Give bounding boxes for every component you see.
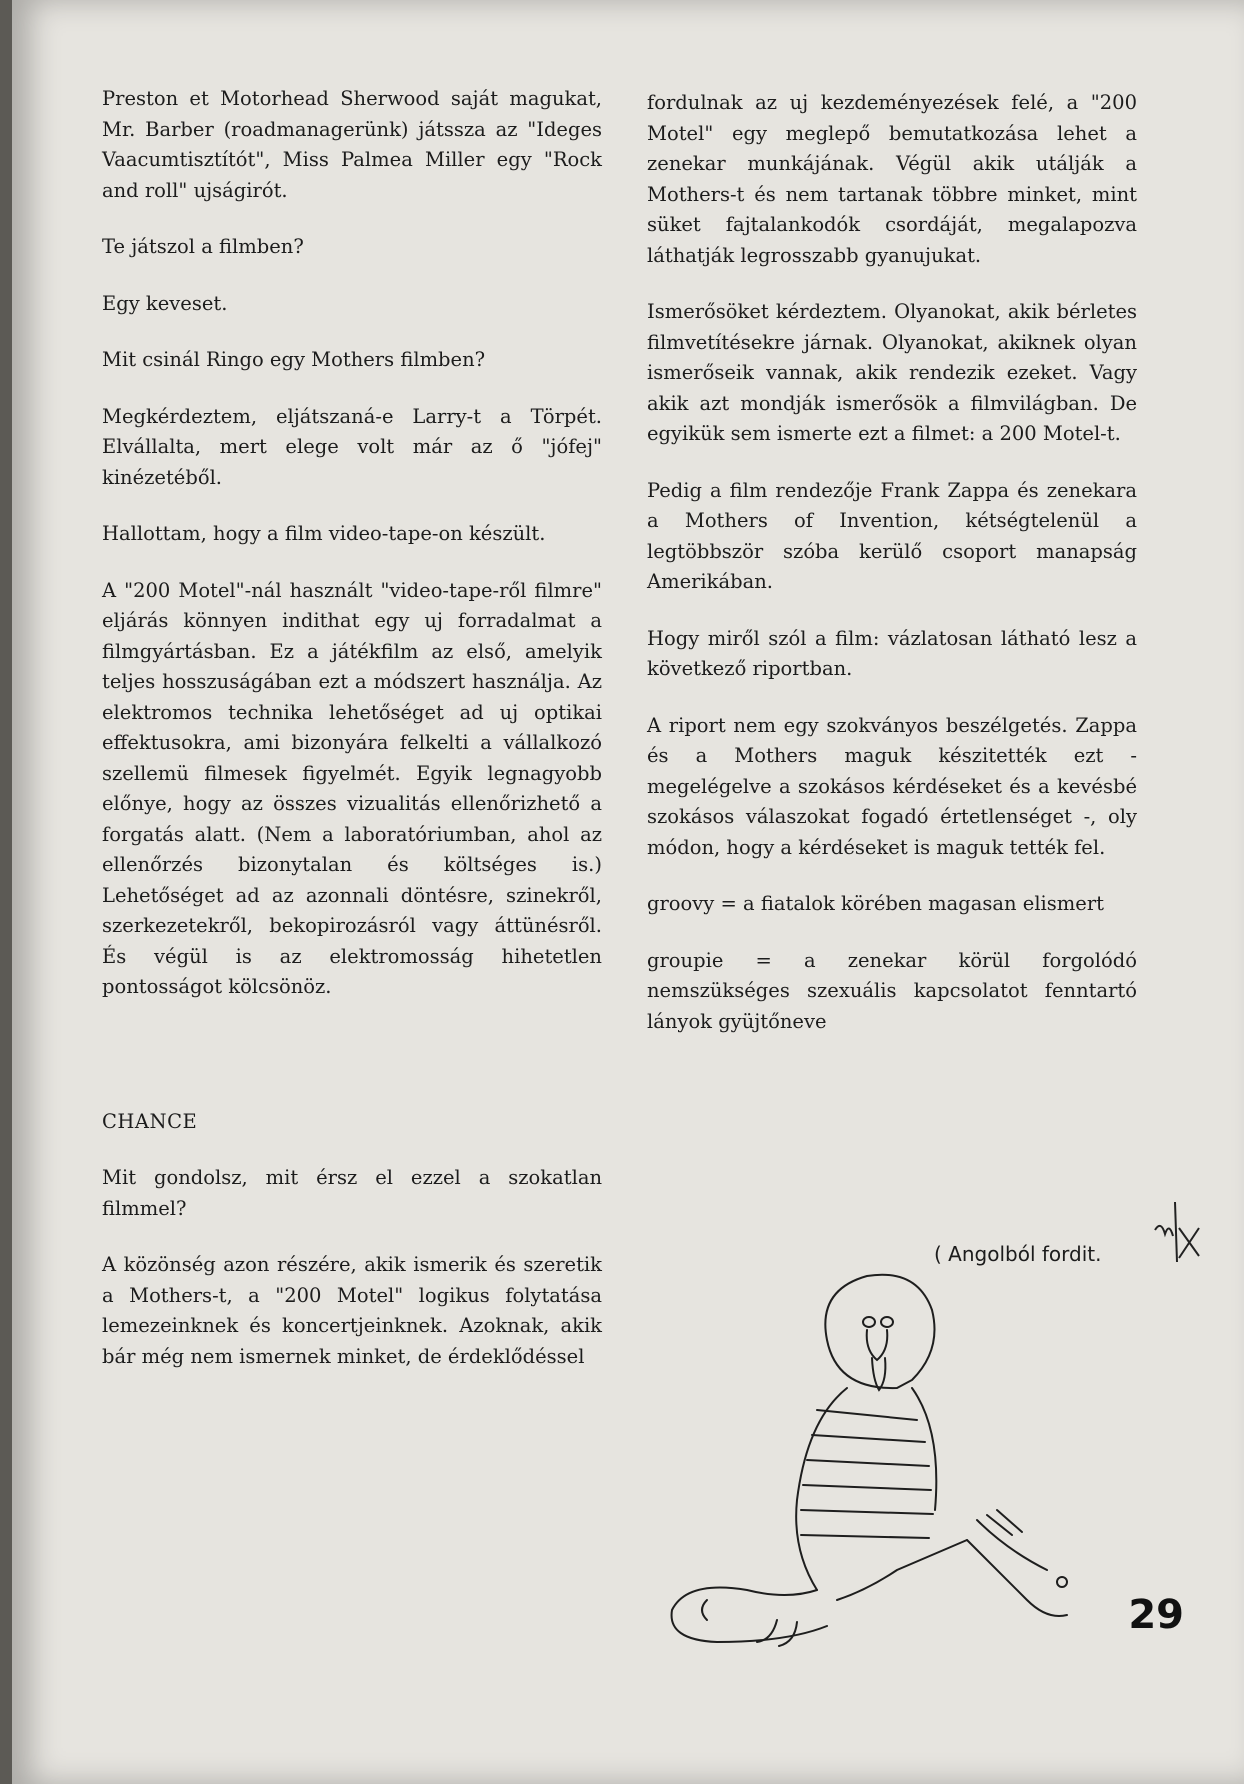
left-column — [102, 84, 602, 1398]
paragraph: Hogy miről szól a film: vázlatosan látható lesz a következő riportban. — [647, 626, 1137, 680]
illustration-seated-musician — [667, 1270, 1107, 1670]
section-heading: CHANCE — [102, 1109, 198, 1133]
paragraph: A riport nem egy szokványos beszélgetés. Zappa és a Mothers maguk készitették ezt - megelégelve a szokásos kérdéseket és a kevésbé szokásos válaszokat fogadó értetlenséget -, oly módon, hogy a kérdéseket is maguk tették fel. — [647, 713, 1137, 859]
right-column — [647, 88, 1137, 1063]
paragraph: A közönség azon részére, akik ismerik és szeretik a Mothers-t, a "200 Motel" logikus folytatása lemezeinknek és koncertjeinknek. Azoknak, akik bár még nem ismernek minket, de érdeklődéssel — [102, 1253, 602, 1368]
paragraph: A "200 Motel"-nál használt "video-tape-ről filmre" eljárás könnyen indithat egy uj forradalmat a filmgyártásban. Ez a játékfilm az első, amelyik teljes hosszuságában ezt a módszert használja. Az elektromos technika lehetőséget ad uj optikai effektusokra, ami bizonyára felkelti a vállalkozó szellemü filmesek figyelmét. Egyik legnagyobb előnye, hogy az összes vizualitás ellenőrizhető a forgatás alatt. (Nem a laboratóriumban, ahol az ellenőrzés bizonytalan és költséges is.) Lehetőséget ad az azonnali döntésre, szinekről, szerkezetekről, bekopirozásról vagy áttünésről. És végül is az elektromosság hihetetlen pontosságot kölcsönöz. — [102, 578, 602, 998]
glossary-entry: groupie = a zenekar körül forgolódó nemszükséges szexuális kapcsolatot fenntartó lányok gyüjtőneve — [647, 948, 1137, 1033]
paragraph: Ismerősöket kérdeztem. Olyanokat, akik bérletes filmvetítésekre járnak. Olyanokat, akiknek olyan ismerőseik vannak, akik rendezik ezeket. Vagy akik azt mondják ismerősök a filmvilágban. De egyikük sem ismerte ezt a filmet: a 200 Motel-t. — [647, 300, 1137, 445]
signature-mark — [1147, 1200, 1207, 1270]
glossary-entry: groovy = a fiatalok körében magasan elismert — [647, 892, 1104, 915]
paragraph: Mit csinál Ringo egy Mothers filmben? — [102, 348, 486, 371]
paragraph: Preston et Motorhead Sherwood saját magukat, Mr. Barber (roadmanagerünk) játssza az "Ideges Vaacumtisztítót", Miss Palmea Miller egy "Rock and roll" ujságirót. — [102, 87, 602, 202]
paragraph: Mit gondolsz, mit érsz el ezzel a szokatlan filmmel? — [102, 1166, 602, 1220]
translator-credit: ( Angolból fordit. — [934, 1242, 1102, 1266]
magazine-page — [12, 0, 1244, 1784]
paragraph: Hallottam, hogy a film video-tape-on készült. — [102, 522, 546, 545]
page-number: 29 — [1128, 1592, 1184, 1638]
section-gap — [102, 1029, 602, 1107]
paragraph: Te játszol a filmben? — [102, 235, 304, 258]
paragraph: fordulnak az uj kezdeményezések felé, a "200 Motel" egy meglepő bemutatkozása lehet a zenekar munkájának. Végül akik utálják a Mothers-t és nem tartanak többre minket, mint süket fajtalankodók csordáját, megalapozva láthatják legrosszabb gyanujukat. — [647, 91, 1137, 267]
paragraph: Pedig a film rendezője Frank Zappa és zenekara a Mothers of Invention, kétségtelenül a legtöbbször szóba kerülő csoport manapság Amerikában. — [647, 478, 1137, 593]
paragraph: Egy keveset. — [102, 291, 228, 315]
paragraph: Megkérdeztem, eljátszaná-e Larry-t a Törpét. Elvállalta, mert elege volt már az ő "jófej" kinézetéből. — [102, 404, 602, 489]
